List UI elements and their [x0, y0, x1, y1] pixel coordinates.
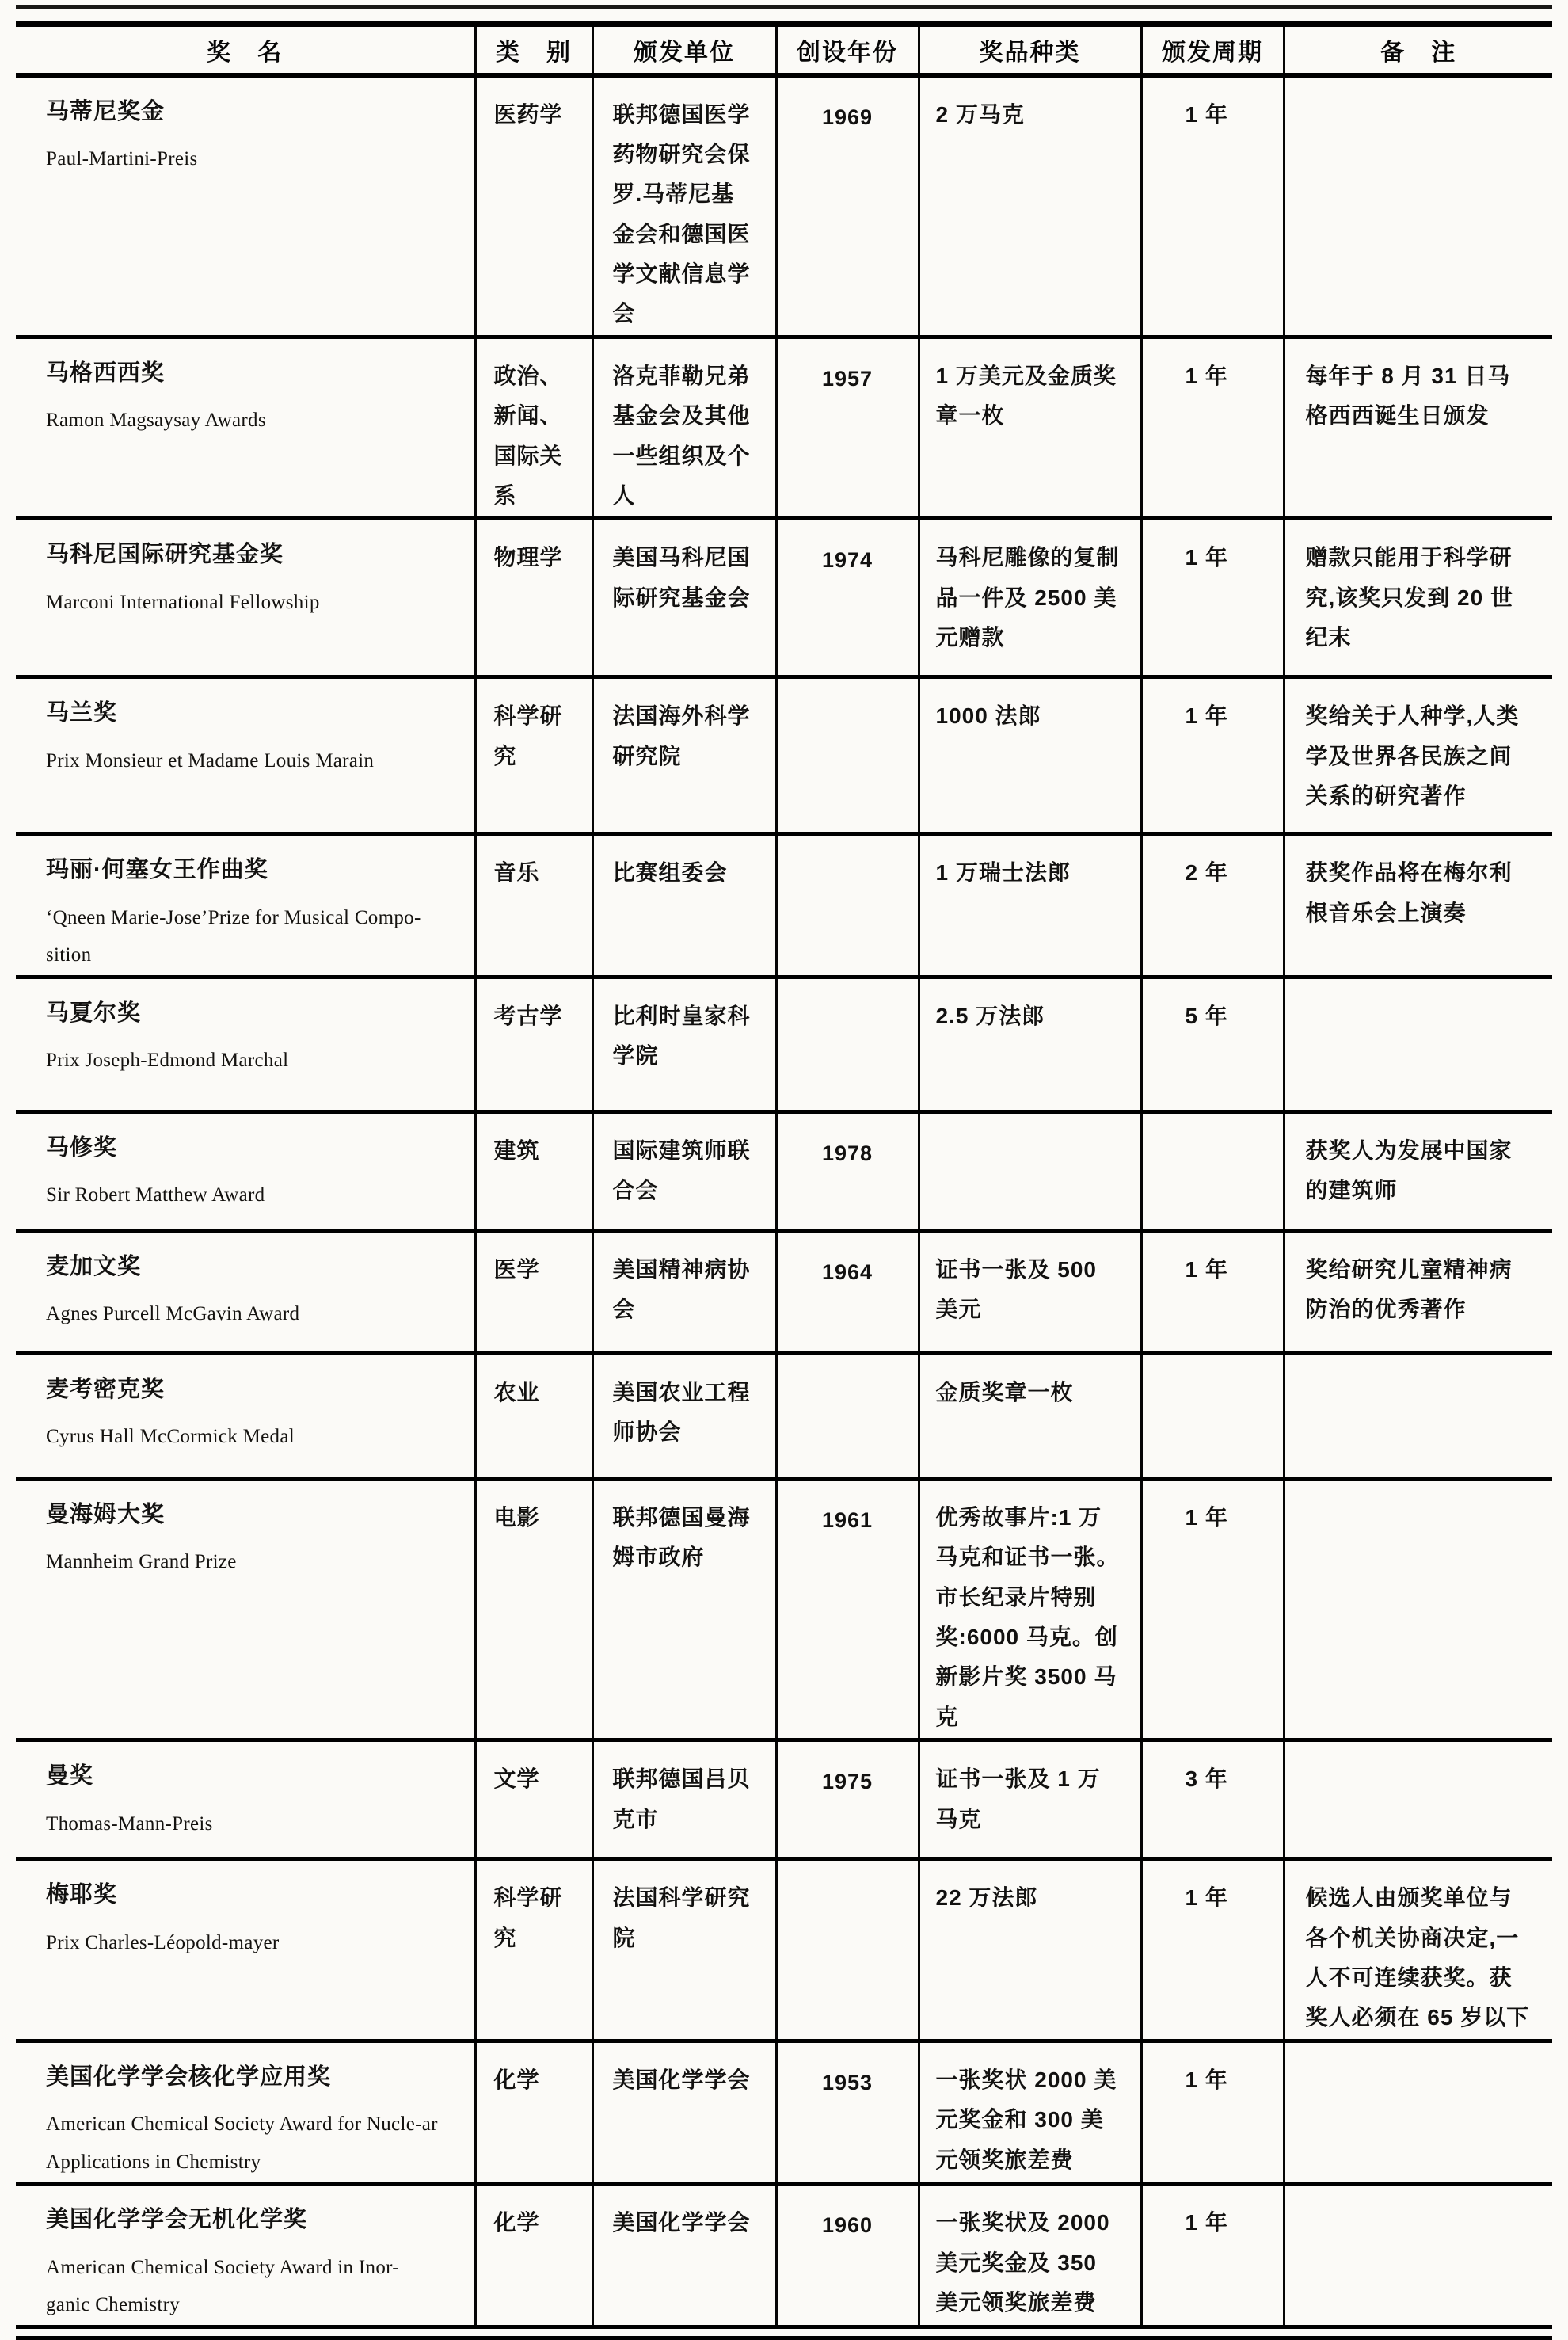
- cell-year: 1978: [776, 1111, 919, 1230]
- cell-notes: [1284, 1740, 1552, 1859]
- cell-period: [1141, 1353, 1284, 1478]
- table-row: [16, 2184, 1552, 2327]
- cell-category: 建筑: [475, 1111, 592, 1230]
- cell-notes: 获奖作品将在梅尔利根音乐会上演奏: [1284, 834, 1552, 978]
- award-name-zh: 美国化学学会核化学应用奖: [46, 2064, 332, 2090]
- cell-period: [1141, 1111, 1284, 1230]
- cell-period: 1 年: [1141, 1230, 1284, 1353]
- awards-table: [16, 21, 1552, 2329]
- award-name-en: Marconi International Fellowship: [46, 591, 320, 613]
- cell-year: 1969: [776, 75, 919, 337]
- award-name-zh: 马格西西奖: [46, 360, 166, 386]
- cell-issuer: 联邦德国医学药物研究会保罗.马蒂尼基金会和德国医学文献信息学会: [592, 75, 776, 337]
- cell-period: 1 年: [1141, 75, 1284, 337]
- cell-year: [776, 677, 919, 834]
- cell-award-name: [16, 1111, 475, 1230]
- cell-prize: 优秀故事片:1 万马克和证书一张。市长纪录片特别奖:6000 马克。创新影片奖 3500 马克: [919, 1478, 1141, 1740]
- cell-category: 物理学: [475, 519, 592, 677]
- cell-issuer: 法国科学研究院: [592, 1859, 776, 2041]
- award-name-en: Ramon Magsaysay Awards: [46, 410, 266, 432]
- award-name-zh: 马修奖: [46, 1134, 118, 1160]
- col-header-prize-type: 奖品种类: [919, 25, 1141, 75]
- cell-issuer: 比利时皇家科学院: [592, 977, 776, 1111]
- cell-notes: [1284, 2184, 1552, 2327]
- table-row: [16, 834, 1552, 978]
- cell-notes: [1284, 1478, 1552, 1740]
- col-header-issuer: 颁发单位: [592, 25, 776, 75]
- table-row: [16, 337, 1552, 519]
- cell-period: 1 年: [1141, 337, 1284, 519]
- page-top-edge-line: [16, 5, 1552, 9]
- cell-category: 化学: [475, 2184, 592, 2327]
- cell-period: 5 年: [1141, 977, 1284, 1111]
- cell-period: 1 年: [1141, 677, 1284, 834]
- table-row: [16, 1111, 1552, 1230]
- cell-year: 1975: [776, 1740, 919, 1859]
- table-header: [16, 25, 1552, 75]
- cell-year: 1974: [776, 519, 919, 677]
- award-name-en: Agnes Purcell McGavin Award: [46, 1303, 300, 1325]
- cell-issuer: 美国马科尼国际研究基金会: [592, 519, 776, 677]
- cell-issuer: 美国精神病协会: [592, 1230, 776, 1353]
- award-name-en: Thomas-Mann-Preis: [46, 1812, 213, 1835]
- table-row: [16, 1353, 1552, 1478]
- cell-period: 3 年: [1141, 1740, 1284, 1859]
- cell-prize: 证书一张及 1 万马克: [919, 1740, 1141, 1859]
- cell-year: 1960: [776, 2184, 919, 2327]
- cell-notes: [1284, 2041, 1552, 2184]
- cell-award-name: [16, 337, 475, 519]
- cell-period: 2 年: [1141, 834, 1284, 978]
- cell-category: 科学研究: [475, 677, 592, 834]
- header-row: [16, 25, 1552, 75]
- cell-category: 农业: [475, 1353, 592, 1478]
- scanned-page: [16, 0, 1552, 2340]
- cell-award-name: [16, 519, 475, 677]
- cell-year: [776, 1859, 919, 2041]
- cell-year: [776, 834, 919, 978]
- award-name-zh: 曼奖: [46, 1763, 94, 1789]
- cell-period: 1 年: [1141, 1859, 1284, 2041]
- cell-notes: 每年于 8 月 31 日马格西西诞生日颁发: [1284, 337, 1552, 519]
- award-name-zh: 麦考密克奖: [46, 1376, 166, 1402]
- cell-issuer: 美国农业工程师协会: [592, 1353, 776, 1478]
- cell-award-name: [16, 834, 475, 978]
- table-row: [16, 2041, 1552, 2184]
- cell-award-name: [16, 1353, 475, 1478]
- cell-award-name: [16, 1478, 475, 1740]
- cell-prize: 2 万马克: [919, 75, 1141, 337]
- award-name-zh: 马兰奖: [46, 700, 118, 726]
- cell-prize: 2.5 万法郎: [919, 977, 1141, 1111]
- cell-issuer: 法国海外科学研究院: [592, 677, 776, 834]
- cell-award-name: [16, 677, 475, 834]
- cell-year: 1953: [776, 2041, 919, 2184]
- cell-issuer: 比赛组委会: [592, 834, 776, 978]
- cell-award-name: [16, 1859, 475, 2041]
- cell-award-name: [16, 977, 475, 1111]
- cell-award-name: [16, 2041, 475, 2184]
- cell-prize: 证书一张及 500 美元: [919, 1230, 1141, 1353]
- cell-prize: 1 万美元及金质奖章一枚: [919, 337, 1141, 519]
- col-header-award-period: 颁发周期: [1141, 25, 1284, 75]
- cell-issuer: 洛克菲勒兄弟基金会及其他一些组织及个人: [592, 337, 776, 519]
- table-row: [16, 1859, 1552, 2041]
- cell-prize: 金质奖章一枚: [919, 1353, 1141, 1478]
- cell-year: 1964: [776, 1230, 919, 1353]
- cell-award-name: [16, 75, 475, 337]
- cell-issuer: 联邦德国曼海姆市政府: [592, 1478, 776, 1740]
- cell-prize: 1000 法郎: [919, 677, 1141, 834]
- col-header-award-name: 奖 名: [16, 25, 475, 75]
- award-name-zh: 玛丽·何塞女王作曲奖: [46, 857, 268, 883]
- cell-award-name: [16, 1740, 475, 1859]
- cell-category: 文学: [475, 1740, 592, 1859]
- cell-notes: 获奖人为发展中国家的建筑师: [1284, 1111, 1552, 1230]
- award-name-en: American Chemical Society Award for Nucle-ar Applications in Chemistry: [46, 2113, 438, 2173]
- cell-period: 1 年: [1141, 519, 1284, 677]
- cell-year: 1961: [776, 1478, 919, 1740]
- award-name-zh: 曼海姆大奖: [46, 1501, 166, 1527]
- cell-prize: 1 万瑞士法郎: [919, 834, 1141, 978]
- cell-notes: 奖给关于人种学,人类学及世界各民族之间关系的研究著作: [1284, 677, 1552, 834]
- col-header-category: 类 别: [475, 25, 592, 75]
- cell-issuer: 美国化学学会: [592, 2041, 776, 2184]
- table-row: [16, 977, 1552, 1111]
- cell-period: 1 年: [1141, 2041, 1284, 2184]
- award-name-en: Prix Joseph-Edmond Marchal: [46, 1050, 289, 1072]
- cell-prize: 22 万法郎: [919, 1859, 1141, 2041]
- table-row: [16, 1740, 1552, 1859]
- award-name-zh: 马夏尔奖: [46, 1000, 142, 1026]
- col-header-year-established: 创设年份: [776, 25, 919, 75]
- cell-prize: 马科尼雕像的复制品一件及 2500 美元赠款: [919, 519, 1141, 677]
- cell-category: 考古学: [475, 977, 592, 1111]
- cell-category: 音乐: [475, 834, 592, 978]
- award-name-en: Sir Robert Matthew Award: [46, 1184, 265, 1206]
- cell-issuer: 联邦德国吕贝克市: [592, 1740, 776, 1859]
- cell-award-name: [16, 2184, 475, 2327]
- cell-category: 医药学: [475, 75, 592, 337]
- award-name-en: American Chemical Society Award in Inor-ganic Chemistry: [46, 2256, 399, 2316]
- cell-notes: 奖给研究儿童精神病防治的优秀著作: [1284, 1230, 1552, 1353]
- cell-notes: [1284, 1353, 1552, 1478]
- cell-prize: [919, 1111, 1141, 1230]
- award-name-en: Paul-Martini-Preis: [46, 148, 198, 170]
- award-name-zh: 梅耶奖: [46, 1882, 118, 1908]
- cell-year: [776, 977, 919, 1111]
- award-name-en: Prix Monsieur et Madame Louis Marain: [46, 749, 375, 772]
- cell-notes: 赠款只能用于科学研究,该奖只发到 20 世纪末: [1284, 519, 1552, 677]
- table-row: [16, 1478, 1552, 1740]
- award-name-en: Cyrus Hall McCormick Medal: [46, 1426, 295, 1448]
- cell-notes: 候选人由颁奖单位与各个机关协商决定,一人不可连续获奖。获奖人必须在 65 岁以下: [1284, 1859, 1552, 2041]
- cell-award-name: [16, 1230, 475, 1353]
- cell-prize: 一张奖状及 2000 美元奖金及 350 美元领奖旅差费: [919, 2184, 1141, 2327]
- award-name-zh: 马蒂尼奖金: [46, 98, 166, 124]
- cell-prize: 一张奖状 2000 美元奖金和 300 美元领奖旅差费: [919, 2041, 1141, 2184]
- cell-category: 科学研究: [475, 1859, 592, 2041]
- table-row: [16, 1230, 1552, 1353]
- award-name-zh: 马科尼国际研究基金奖: [46, 542, 284, 568]
- table-body: [16, 75, 1552, 2327]
- cell-issuer: 国际建筑师联合会: [592, 1111, 776, 1230]
- cell-year: 1957: [776, 337, 919, 519]
- award-name-en: ‘Qneen Marie-Jose’Prize for Musical Compo-sition: [46, 906, 421, 966]
- cell-period: 1 年: [1141, 2184, 1284, 2327]
- cell-category: 医学: [475, 1230, 592, 1353]
- award-name-zh: 麦加文奖: [46, 1253, 142, 1279]
- cell-category: 电影: [475, 1478, 592, 1740]
- cell-year: [776, 1353, 919, 1478]
- cell-category: 政治、新闻、国际关系: [475, 337, 592, 519]
- table-row: [16, 75, 1552, 337]
- award-name-zh: 美国化学学会无机化学奖: [46, 2207, 308, 2233]
- award-name-en: Prix Charles-Léopold-mayer: [46, 1931, 280, 1953]
- cell-notes: [1284, 977, 1552, 1111]
- cell-issuer: 美国化学学会: [592, 2184, 776, 2327]
- award-name-en: Mannheim Grand Prize: [46, 1551, 237, 1573]
- table-bottom-rule: [16, 2336, 1552, 2340]
- table-row: [16, 519, 1552, 677]
- cell-period: 1 年: [1141, 1478, 1284, 1740]
- col-header-notes: 备 注: [1284, 25, 1552, 75]
- cell-notes: [1284, 75, 1552, 337]
- table-row: [16, 677, 1552, 834]
- cell-category: 化学: [475, 2041, 592, 2184]
